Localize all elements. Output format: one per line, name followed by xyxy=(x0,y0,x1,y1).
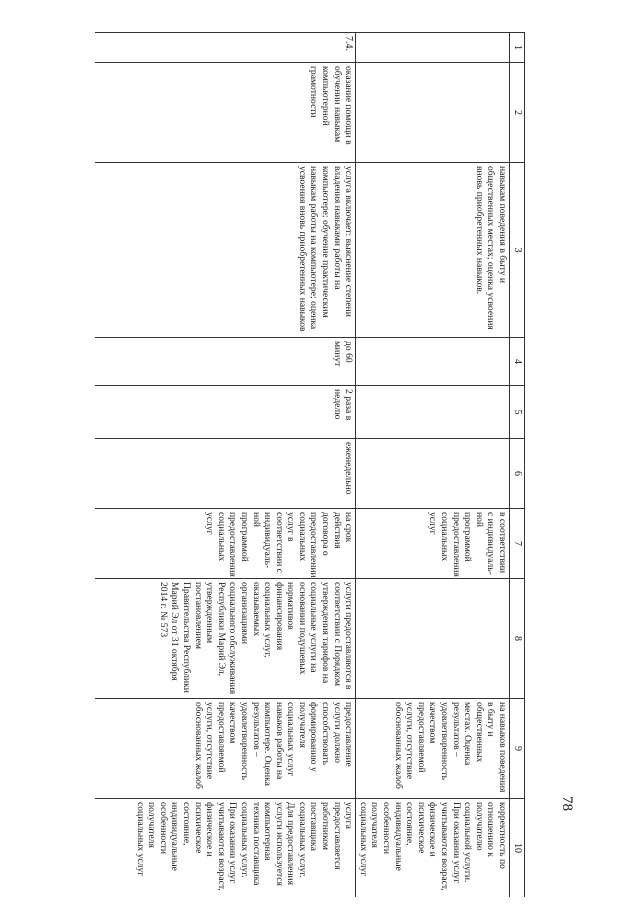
cell-number: 7.4. xyxy=(95,33,356,63)
cell-conditions: на срок действия договора о предоставлении социальных услуг в соответствии с индивидуаль-ной программой предоставления социальных услуг xyxy=(95,509,356,579)
column-number: 5 xyxy=(510,386,525,439)
cell-frequency: 2 раза в неделю xyxy=(95,386,356,439)
cell-volume: предоставление услуги должно способствовать формированию у получателя социальных услуг навыков работы на компьютере. Оценка результатов – удовлетворенность качеством предоставляемой услуги, отсутствие обоснованных жалоб xyxy=(95,699,356,799)
cell-time xyxy=(356,338,510,386)
cell-notes: корректность по отношению к получателю социальной услуги. При оказании услуг учитываются возраст, физическое и психическое состояние, индивидуальные особенности получателя социальных услуг xyxy=(356,799,510,898)
column-number: 6 xyxy=(510,439,525,509)
cell-tariff xyxy=(356,579,510,699)
page-number: 78 xyxy=(559,796,575,811)
column-number: 8 xyxy=(510,579,525,699)
cell-service-name xyxy=(356,63,510,163)
cell-conditions: в соответствии с индивидуаль-ной программой предоставления социальных услуг xyxy=(356,509,510,579)
cell-tariff: услуги предоставляются в соответствии с Порядком утверждения тарифов на социальные услуги на основании подушевых нормативов финансирования социальных услуг, оказываемых организациями социального обслуживания Республики Марий Эл, утвержденным постановлением Правительства Республики Марий Эл от 31 октября 2014 г. № 573 xyxy=(95,579,356,699)
cell-description: навыкам поведения в быту и общественных местах; оценка усвоения вновь приобретенных навыков. xyxy=(356,163,510,338)
column-number: 7 xyxy=(510,509,525,579)
table-row xyxy=(95,33,356,898)
column-number: 2 xyxy=(510,63,525,163)
table-rotation-frame xyxy=(95,32,525,897)
services-table xyxy=(95,32,525,897)
column-number: 1 xyxy=(510,33,525,63)
cell-description: услуга включает: выяснение степени владения навыками работы на компьютере; обучение практическим навыкам работы на компьютере; оценка усвоения вновь приобретенных навыков xyxy=(95,163,356,338)
cell-service-name: оказание помощи в обучении навыкам компьютерной грамотности xyxy=(95,63,356,163)
cell-time: до 60 минут xyxy=(95,338,356,386)
cell-notes: услуга предоставляется работником поставщика социальных услуг. Для предоставления услуги используется компьютерная техника поставщика социальных услуг. При оказании услуг учитываются возраст, физическое и психическое состояние, индивидуальные особенности получателя социальных услуг xyxy=(95,799,356,898)
table-row xyxy=(356,33,510,898)
cell-frequency xyxy=(356,386,510,439)
column-number: 9 xyxy=(510,699,525,799)
column-number: 4 xyxy=(510,338,525,386)
cell-volume: на навыков поведения в быту и общественных местах. Оценка результатов – удовлетворенность качеством предоставляемой услуги, отсутствие обоснованных жалоб xyxy=(356,699,510,799)
column-number: 10 xyxy=(510,799,525,898)
cell-period xyxy=(356,439,510,509)
column-number-row xyxy=(510,33,525,898)
column-number: 3 xyxy=(510,163,525,338)
cell-number xyxy=(356,33,510,63)
cell-period: еженедельно xyxy=(95,439,356,509)
table-container xyxy=(95,32,525,897)
